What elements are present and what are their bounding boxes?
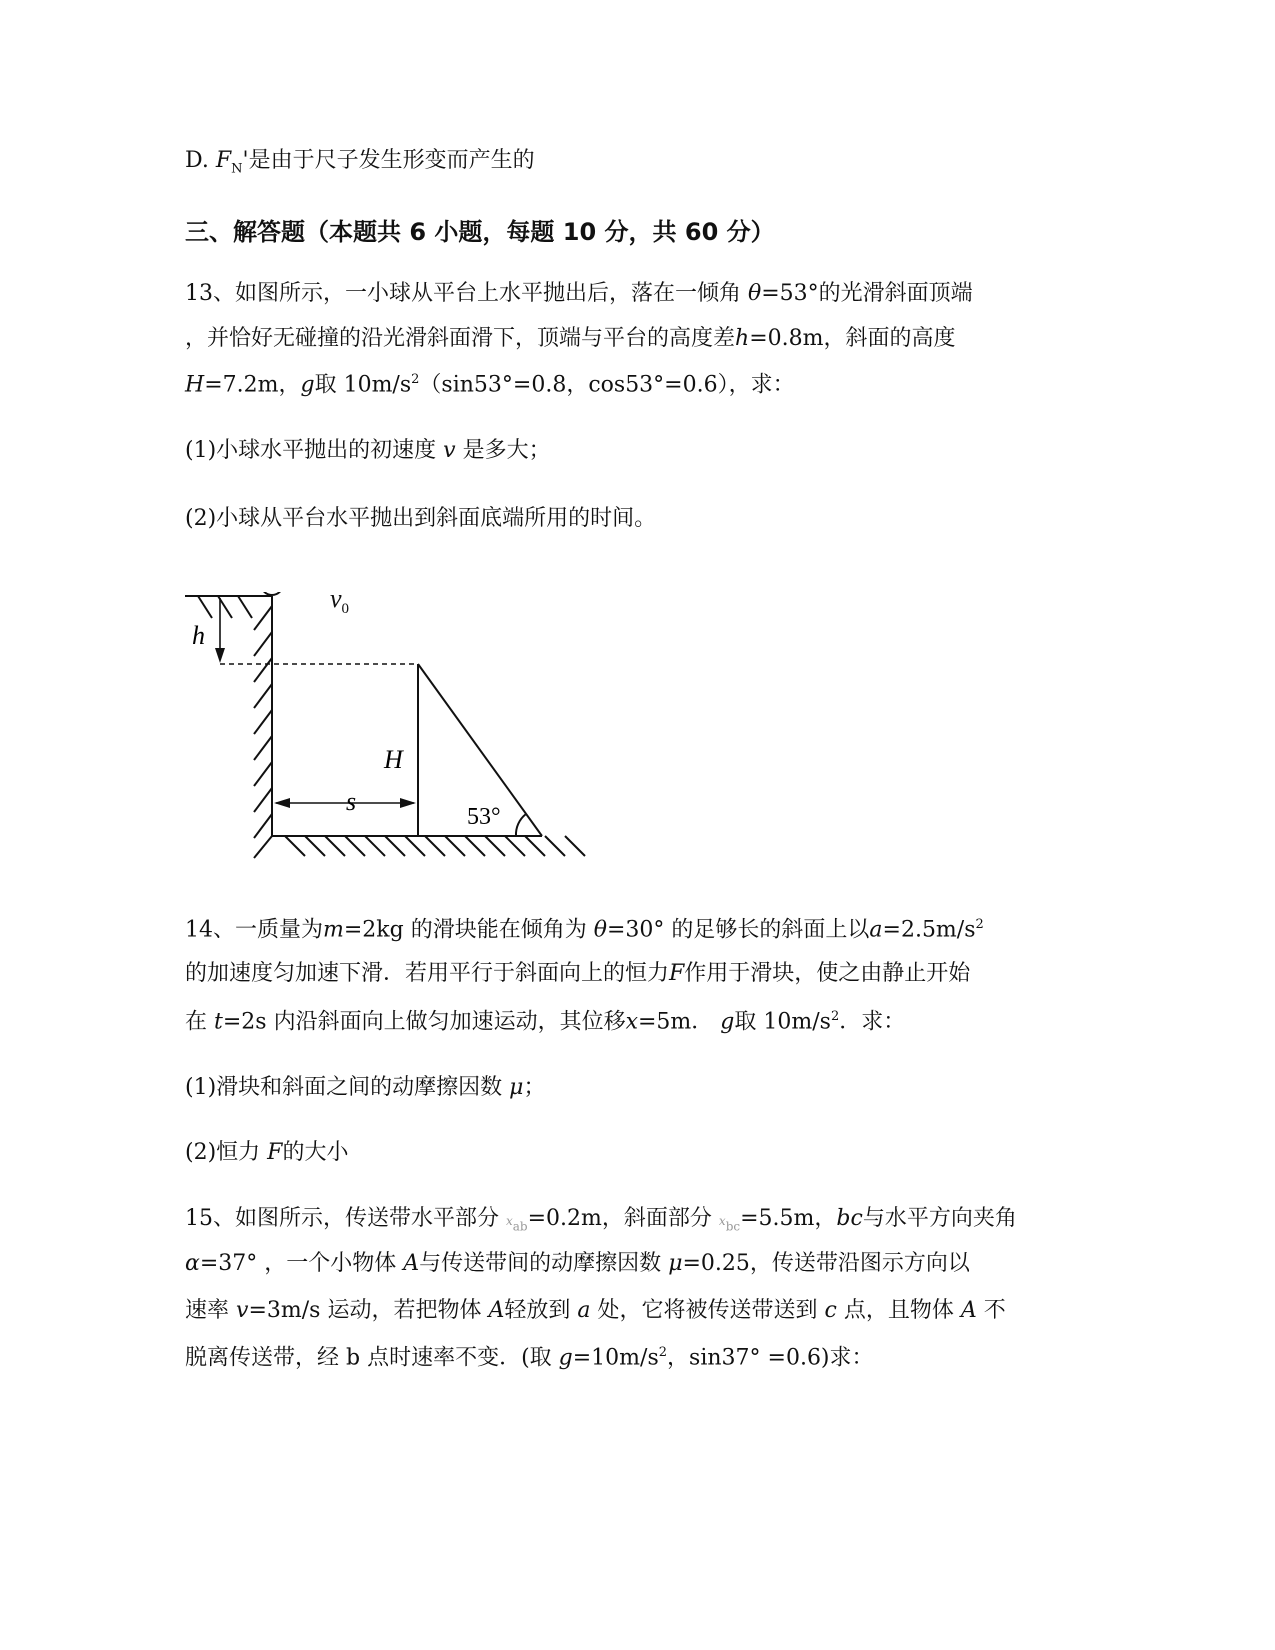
- q14-line-3: 在 t=2s 内沿斜面向上做匀加速运动，其位移x=5m． g取 $10m/s^2$．求：: [185, 1009, 906, 1035]
- label-H: H: [384, 745, 403, 774]
- h-arrowhead: [215, 648, 225, 663]
- platform-hatch: [198, 596, 252, 618]
- q14-sub-2: (2)恒力 F的大小: [185, 1140, 349, 1165]
- s-arrowhead-left: [274, 798, 290, 808]
- ground-hatch: [285, 836, 585, 856]
- label-s: s: [346, 787, 357, 816]
- q15-line-4: 脱离传送带，经 b 点时速率不变．(取 $g=10m/s^2$，sin37° =0.6)求：: [185, 1345, 874, 1371]
- q13-sub-1: (1)小球水平抛出的初速度 v 是多大；: [185, 438, 551, 463]
- force-symbol: F: [215, 148, 232, 173]
- q13-line-2: ，并恰好无碰撞的沿光滑斜面滑下，顶端与平台的高度差h=0.8m，斜面的高度: [185, 326, 956, 351]
- ball: [261, 592, 283, 595]
- q13-sub-2: (2)小球从平台水平抛出到斜面底端所用的时间。: [185, 506, 657, 531]
- label-v0: $v_0$: [330, 584, 350, 618]
- q15-line-3: 速率 v=3m/s 运动，若把物体 A轻放到 a 处，它将被传送带送到 c 点，且物体 A 不: [185, 1298, 1006, 1323]
- label-angle: 53°: [467, 804, 501, 830]
- label-h: h: [192, 621, 205, 650]
- wall-hatch: [254, 606, 272, 858]
- projectile-incline-figure: [180, 592, 600, 872]
- q13-line-3: H=7.2m，g取 $10m/s^2(\sin 53^\circ=0.8$，cos53°=0.6），求：: [185, 372, 795, 398]
- angle-arc: [516, 814, 526, 836]
- q15-line-2: α=37° ，一个小物体 A与传送带间的动摩擦因数 μ=0.25，传送带沿图示方向以: [185, 1251, 970, 1276]
- q14-line-1: 14、一质量为m=2kg 的滑块能在倾角为 θ=30° 的足够长的斜面上以$a=2.5m/s^2$: [185, 917, 984, 943]
- section-heading: 三、解答题（本题共 6 小题，每题 10 分，共 60 分）: [185, 218, 775, 246]
- q14-sub-1: (1)滑块和斜面之间的动摩擦因数 μ；: [185, 1075, 546, 1100]
- q13-line-1: 13、如图所示，一小球从平台上水平抛出后，落在一倾角 θ=53°的光滑斜面顶端: [185, 281, 973, 306]
- q15-line-1: 15、如图所示，传送带水平部分 $x_{ab}=0.2m$，斜面部分 $x_{bc}=5.5m$，bc与水平方向夹角: [185, 1206, 1017, 1234]
- option-d: D. $F_N'$是由于尺子发生形变而产生的: [185, 148, 535, 177]
- q14-line-2: 的加速度匀加速下滑．若用平行于斜面向上的恒力F作用于滑块，使之由静止开始: [185, 961, 971, 986]
- s-arrowhead-right: [400, 798, 416, 808]
